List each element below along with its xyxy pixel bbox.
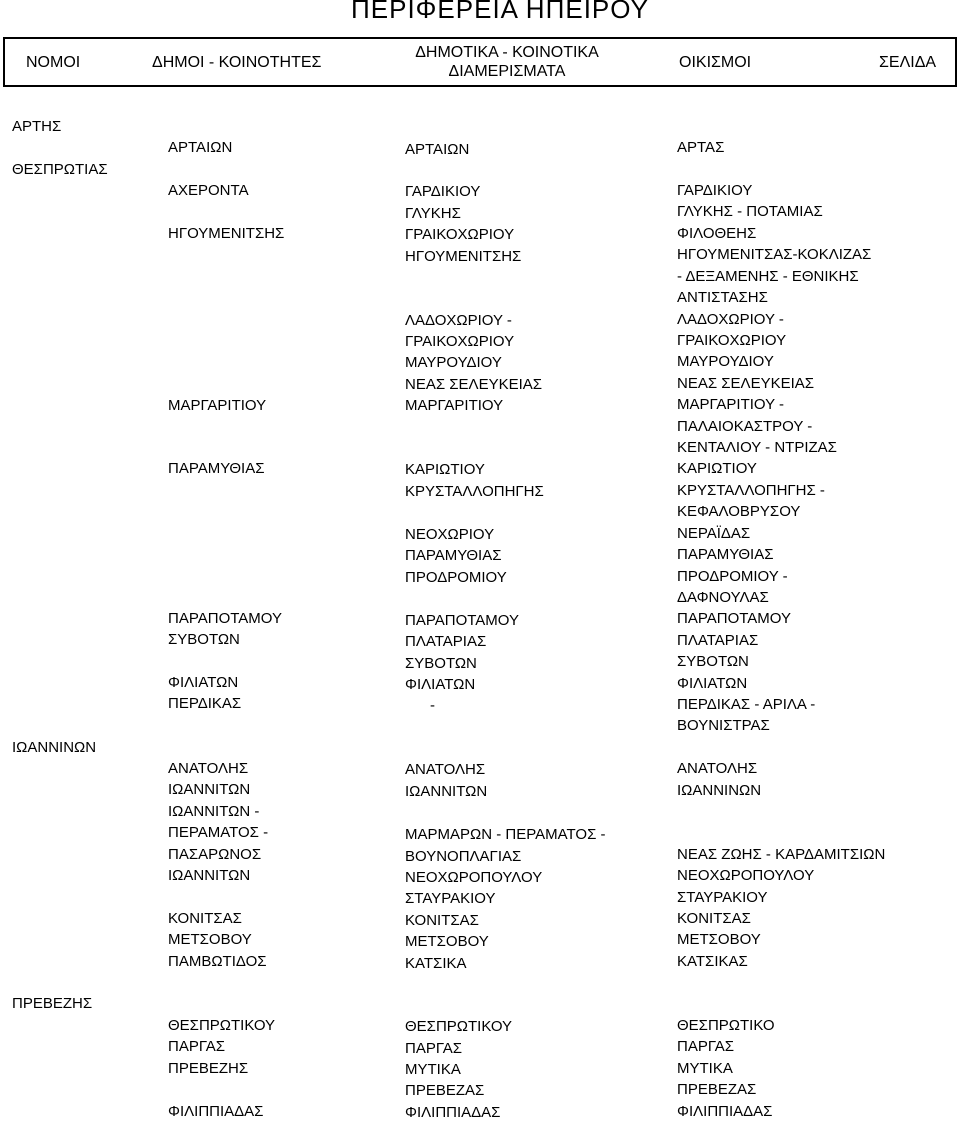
column-header-bar bbox=[3, 37, 957, 87]
diamerisma-item: ΑΝΑΤΟΛΗΣ bbox=[405, 761, 486, 778]
diamerisma-item: ΠΡΕΒΕΖΑΣ bbox=[405, 1082, 485, 1099]
oikismos-item: ΓΑΡΔΙΚΙΟΥ bbox=[677, 182, 753, 199]
diamerisma-item: ΝΕΑΣ ΣΕΛΕΥΚΕΙΑΣ bbox=[405, 376, 543, 393]
diamerisma-item: ΜΑΡΓΑΡΙΤΙΟΥ bbox=[405, 397, 504, 414]
oikismos-item: ΚΕΝΤΑΛΙΟΥ - ΝΤΡΙΖΑΣ bbox=[677, 439, 837, 456]
dimos-item: ΠΑΡΑΜΥΘΙΑΣ bbox=[168, 460, 265, 477]
oikismos-item: ΣΥΒΟΤΩΝ bbox=[677, 653, 749, 670]
oikismos-item: ΦΙΛΟΘΕΗΣ bbox=[677, 225, 757, 242]
oikismos-item: ΠΡΟΔΡΟΜΙΟΥ - bbox=[677, 568, 788, 585]
diamerisma-item: ΚΡΥΣΤΑΛΛΟΠΗΓΗΣ bbox=[405, 483, 544, 500]
oikismos-item: ΒΟΥΝΙΣΤΡΑΣ bbox=[677, 717, 770, 734]
oikismos-item: ΚΡΥΣΤΑΛΛΟΠΗΓΗΣ - bbox=[677, 482, 825, 499]
dimos-item: ΙΩΑΝΝΙΤΩΝ bbox=[168, 867, 251, 884]
oikismos-item: ΝΕΟΧΩΡΟΠΟΥΛΟΥ bbox=[677, 867, 815, 884]
dimos-item: ΦΙΛΙΠΠΙΑΔΑΣ bbox=[168, 1103, 264, 1120]
header-dimoi: ΔΗΜΟΙ - ΚΟΙΝΟΤΗΤΕΣ bbox=[152, 54, 322, 71]
diamerisma-item: - bbox=[430, 697, 435, 714]
diamerisma-item: ΓΛΥΚΗΣ bbox=[405, 205, 461, 222]
header-selida: ΣΕΛΙΔΑ bbox=[879, 54, 937, 71]
dimos-item: ΠΕΡΑΜΑΤΟΣ - bbox=[168, 824, 269, 841]
oikismos-item: ΚΕΦΑΛΟΒΡΥΣΟΥ bbox=[677, 503, 801, 520]
dimos-item: ΑΧΕΡΟΝΤΑ bbox=[168, 182, 249, 199]
oikismos-item: ΜΑΥΡΟΥΔΙΟΥ bbox=[677, 353, 774, 370]
header-diamerismata bbox=[397, 43, 617, 81]
oikismos-item: ΠΑΛΑΙΟΚΑΣΤΡΟΥ - bbox=[677, 418, 813, 435]
nomos-item: ΑΡΤΗΣ bbox=[12, 118, 62, 135]
oikismos-item: ΝΕΑΣ ΖΩΗΣ - ΚΑΡΔΑΜΙΤΣΙΩΝ bbox=[677, 846, 886, 863]
header-oikismoi: ΟΙΚΙΣΜΟΙ bbox=[679, 54, 752, 71]
dimos-item: ΜΕΤΣΟΒΟΥ bbox=[168, 931, 252, 948]
diamerisma-item: ΚΑΡΙΩΤΙΟΥ bbox=[405, 461, 485, 478]
oikismos-item: ΔΑΦΝΟΥΛΑΣ bbox=[677, 589, 769, 606]
header-diamerismata-line2: ΔΙΑΜΕΡΙΣΜΑΤΑ bbox=[448, 63, 566, 80]
oikismos-item: ΦΙΛΙΑΤΩΝ bbox=[677, 675, 748, 692]
oikismos-item: ΜΕΤΣΟΒΟΥ bbox=[677, 931, 761, 948]
diamerisma-item: ΣΤΑΥΡΑΚΙΟΥ bbox=[405, 890, 496, 907]
dimos-item: ΠΑΡΓΑΣ bbox=[168, 1038, 226, 1055]
diamerisma-item: ΠΑΡΑΜΥΘΙΑΣ bbox=[405, 547, 502, 564]
diamerisma-item: ΠΑΡΓΑΣ bbox=[405, 1040, 463, 1057]
page-title: ΠΕΡΙΦΕΡΕΙΑ ΗΠΕΙΡΟΥ bbox=[351, 0, 649, 24]
oikismos-item: ΚΑΤΣΙΚΑΣ bbox=[677, 953, 748, 970]
nomos-item: ΠΡΕΒΕΖΗΣ bbox=[12, 995, 93, 1012]
header-diamerismata-line1: ΔΗΜΟΤΙΚΑ - ΚΟΙΝΟΤΙΚΑ bbox=[415, 44, 599, 61]
diamerisma-item: ΠΡΟΔΡΟΜΙΟΥ bbox=[405, 569, 507, 586]
oikismos-item: ΣΤΑΥΡΑΚΙΟΥ bbox=[677, 889, 768, 906]
oikismos-item: ΚΟΝΙΤΣΑΣ bbox=[677, 910, 751, 927]
diamerisma-item: ΘΕΣΠΡΩΤΙΚΟΥ bbox=[405, 1018, 513, 1035]
diamerisma-item: ΗΓΟΥΜΕΝΙΤΣΗΣ bbox=[405, 248, 522, 265]
dimos-item: ΙΩΑΝΝΙΤΩΝ - bbox=[168, 803, 260, 820]
dimos-item: ΠΑΣΑΡΩΝΟΣ bbox=[168, 846, 262, 863]
diamerisma-item: ΠΛΑΤΑΡΙΑΣ bbox=[405, 633, 487, 650]
diamerisma-item: ΜΑΡΜΑΡΩΝ - ΠΕΡΑΜΑΤΟΣ - bbox=[405, 826, 606, 843]
diamerisma-item: ΛΑΔΟΧΩΡΙΟΥ - bbox=[405, 312, 512, 329]
oikismos-item: ΠΑΡΑΜΥΘΙΑΣ bbox=[677, 546, 774, 563]
oikismos-item: ΜΑΡΓΑΡΙΤΙΟΥ - bbox=[677, 396, 784, 413]
oikismos-item: ΠΛΑΤΑΡΙΑΣ bbox=[677, 632, 759, 649]
oikismos-item: ΗΓΟΥΜΕΝΙΤΣΑΣ-ΚΟΚΛΙΖΑΣ bbox=[677, 246, 872, 263]
oikismos-item: ΘΕΣΠΡΩΤΙΚΟ bbox=[677, 1017, 775, 1034]
diamerisma-item: ΜΑΥΡΟΥΔΙΟΥ bbox=[405, 354, 502, 371]
dimos-item: ΑΡΤΑΙΩΝ bbox=[168, 139, 233, 156]
oikismos-item: ΑΡΤΑΣ bbox=[677, 139, 725, 156]
header-nomoi: ΝΟΜΟΙ bbox=[26, 54, 81, 71]
nomos-item: ΘΕΣΠΡΩΤΙΑΣ bbox=[12, 161, 108, 178]
diamerisma-item: ΦΙΛΙΠΠΙΑΔΑΣ bbox=[405, 1104, 501, 1121]
diamerisma-item: ΚΑΤΣΙΚΑ bbox=[405, 955, 467, 972]
oikismos-item: ΛΑΔΟΧΩΡΙΟΥ - bbox=[677, 311, 784, 328]
dimos-item: ΠΑΡΑΠΟΤΑΜΟΥ bbox=[168, 610, 282, 627]
diamerisma-item: ΓΑΡΔΙΚΙΟΥ bbox=[405, 183, 481, 200]
oikismos-item: ΙΩΑΝΝΙΝΩΝ bbox=[677, 782, 762, 799]
oikismos-item: ΝΕΡΑΪΔΑΣ bbox=[677, 525, 751, 542]
oikismos-item: ΓΛΥΚΗΣ - ΠΟΤΑΜΙΑΣ bbox=[677, 203, 823, 220]
dimos-item: ΠΑΜΒΩΤΙΔΟΣ bbox=[168, 953, 267, 970]
dimos-item: ΠΕΡΔΙΚΑΣ bbox=[168, 695, 242, 712]
dimos-item: ΦΙΛΙΑΤΩΝ bbox=[168, 674, 239, 691]
dimos-item: ΘΕΣΠΡΩΤΙΚΟΥ bbox=[168, 1017, 276, 1034]
nomos-item: ΙΩΑΝΝΙΝΩΝ bbox=[12, 739, 97, 756]
diamerisma-item: ΝΕΟΧΩΡΟΠΟΥΛΟΥ bbox=[405, 869, 543, 886]
oikismos-item: ΓΡΑΙΚΟΧΩΡΙΟΥ bbox=[677, 332, 787, 349]
diamerisma-item: ΜΥΤΙΚΑ bbox=[405, 1061, 461, 1078]
diamerisma-item: ΚΟΝΙΤΣΑΣ bbox=[405, 912, 479, 929]
diamerisma-item: ΑΡΤΑΙΩΝ bbox=[405, 141, 470, 158]
dimos-item: ΙΩΑΝΝΙΤΩΝ bbox=[168, 781, 251, 798]
diamerisma-item: ΒΟΥΝΟΠΛΑΓΙΑΣ bbox=[405, 848, 522, 865]
dimos-item: ΜΑΡΓΑΡΙΤΙΟΥ bbox=[168, 397, 267, 414]
oikismos-item: ΠΕΡΔΙΚΑΣ - ΑΡΙΛΑ - bbox=[677, 696, 816, 713]
oikismos-item: - ΔΕΞΑΜΕΝΗΣ - ΕΘΝΙΚΗΣ bbox=[677, 268, 859, 285]
dimos-item: ΚΟΝΙΤΣΑΣ bbox=[168, 910, 242, 927]
diamerisma-item: ΦΙΛΙΑΤΩΝ bbox=[405, 676, 476, 693]
dimos-item: ΣΥΒΟΤΩΝ bbox=[168, 631, 240, 648]
oikismos-item: ΚΑΡΙΩΤΙΟΥ bbox=[677, 460, 757, 477]
oikismos-item: ΝΕΑΣ ΣΕΛΕΥΚΕΙΑΣ bbox=[677, 375, 815, 392]
diamerisma-item: ΙΩΑΝΝΙΤΩΝ bbox=[405, 783, 488, 800]
diamerisma-item: ΓΡΑΙΚΟΧΩΡΙΟΥ bbox=[405, 333, 515, 350]
diamerisma-item: ΜΕΤΣΟΒΟΥ bbox=[405, 933, 489, 950]
oikismos-item: ΜΥΤΙΚΑ bbox=[677, 1060, 733, 1077]
oikismos-item: ΠΑΡΑΠΟΤΑΜΟΥ bbox=[677, 610, 791, 627]
diamerisma-item: ΣΥΒΟΤΩΝ bbox=[405, 655, 477, 672]
oikismos-item: ΑΝΑΤΟΛΗΣ bbox=[677, 760, 758, 777]
dimos-item: ΠΡΕΒΕΖΗΣ bbox=[168, 1060, 249, 1077]
diamerisma-item: ΓΡΑΙΚΟΧΩΡΙΟΥ bbox=[405, 226, 515, 243]
diamerisma-item: ΠΑΡΑΠΟΤΑΜΟΥ bbox=[405, 612, 519, 629]
oikismos-item: ΦΙΛΙΠΠΙΑΔΑΣ bbox=[677, 1103, 773, 1120]
oikismos-item: ΠΑΡΓΑΣ bbox=[677, 1038, 735, 1055]
oikismos-item: ΑΝΤΙΣΤΑΣΗΣ bbox=[677, 289, 768, 306]
dimos-item: ΑΝΑΤΟΛΗΣ bbox=[168, 760, 249, 777]
diamerisma-item: ΝΕΟΧΩΡΙΟΥ bbox=[405, 526, 495, 543]
dimos-item: ΗΓΟΥΜΕΝΙΤΣΗΣ bbox=[168, 225, 285, 242]
oikismos-item: ΠΡΕΒΕΖΑΣ bbox=[677, 1081, 757, 1098]
